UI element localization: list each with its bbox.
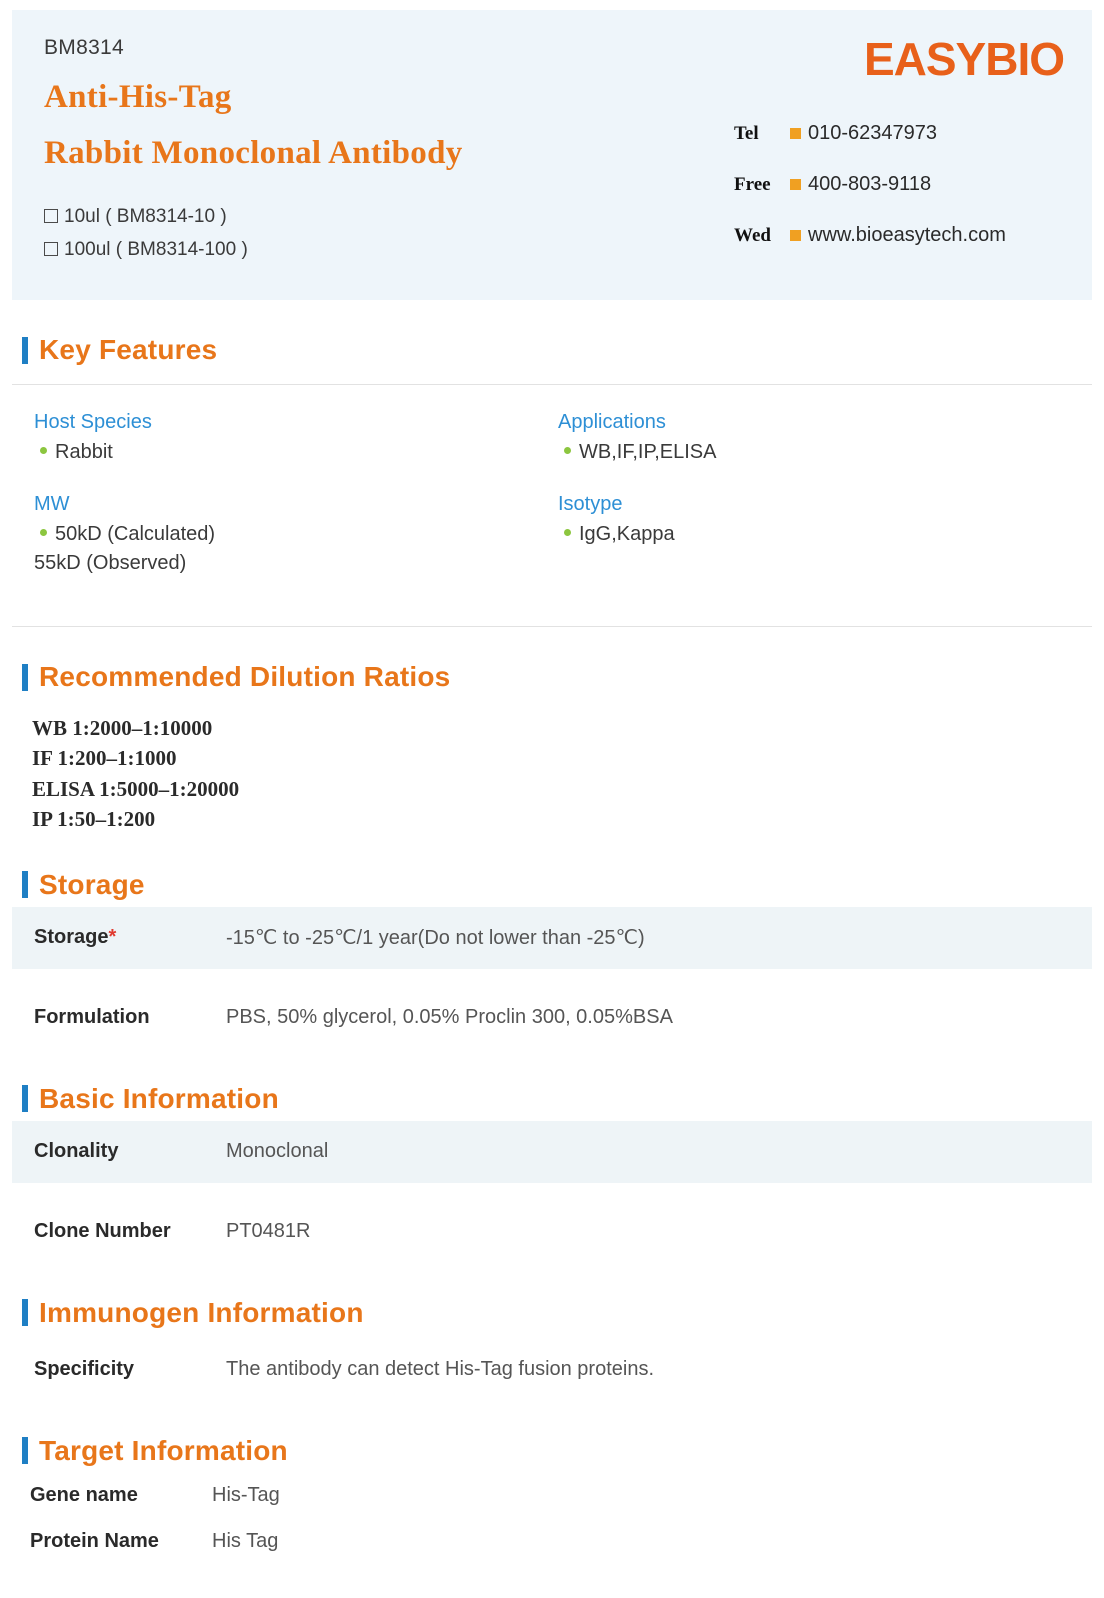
isotype-label: Isotype — [558, 493, 623, 515]
immunogen-table — [12, 1339, 1092, 1401]
checkbox-icon[interactable] — [44, 209, 58, 223]
field-mw — [34, 493, 558, 578]
storage-key-label: Storage — [34, 926, 109, 949]
isotype-text: IgG,Kappa — [579, 523, 675, 545]
contact-block — [734, 122, 1064, 275]
section-key-features — [12, 334, 1092, 366]
datasheet-page — [0, 10, 1104, 1598]
table-row — [12, 1473, 1092, 1519]
immunogen-heading — [22, 1297, 1082, 1329]
checkbox-icon[interactable] — [44, 242, 58, 256]
gene-name-value: His-Tag — [212, 1484, 280, 1507]
bullet-dot-icon — [564, 447, 571, 454]
dilution-row-if: IF 1:200–1:1000 — [32, 746, 177, 771]
bullet-square-icon — [790, 128, 801, 139]
size-option-10ul-label: 10ul ( BM8314-10 ) — [64, 205, 227, 227]
formulation-key: Formulation — [34, 1006, 150, 1029]
table-row — [12, 1121, 1092, 1183]
dilutions-heading — [22, 661, 1082, 693]
brand-logo — [863, 33, 1064, 85]
contact-free — [734, 173, 1064, 196]
bullet-square-icon — [790, 179, 801, 190]
table-row — [12, 1201, 1092, 1263]
required-asterisk: * — [108, 926, 117, 949]
section-marker-icon — [22, 871, 28, 898]
size-option-100ul-label: 100ul ( BM8314-100 ) — [64, 238, 248, 260]
contact-free-value: 400-803-9118 — [808, 173, 932, 195]
section-storage — [12, 869, 1092, 901]
host-species-label: Host Species — [34, 411, 152, 433]
mw-label: MW — [34, 493, 70, 515]
mw-value — [34, 520, 558, 549]
document-header — [12, 10, 1092, 300]
key-features-column-right — [558, 411, 1082, 604]
section-title: Key Features — [39, 334, 218, 365]
product-title-line1: Anti-His-Tag — [44, 79, 232, 115]
clone-number-value: PT0481R — [226, 1220, 311, 1243]
gene-name-key: Gene name — [30, 1484, 138, 1507]
contact-web-value[interactable]: www.bioeasytech.com — [808, 224, 1006, 246]
section-marker-icon — [22, 664, 28, 691]
section-marker-icon — [22, 1085, 28, 1112]
section-title: Storage — [39, 868, 145, 900]
product-title-line2: Rabbit Monoclonal Antibody — [44, 134, 463, 171]
divider — [12, 384, 1092, 385]
dilution-row-wb: WB 1:2000–1:10000 — [32, 716, 213, 740]
logo-text: EASYBIO — [863, 33, 1064, 85]
section-title: Immunogen Information — [39, 1296, 364, 1328]
specificity-value: The antibody can detect His-Tag fusion proteins. — [226, 1358, 655, 1381]
dilution-row-ip: IP 1:50–1:200 — [32, 807, 156, 832]
table-row — [12, 907, 1092, 969]
dilution-list — [22, 713, 1082, 835]
section-basic-information — [12, 1083, 1092, 1115]
clonality-value: Monoclonal — [226, 1140, 329, 1163]
contact-tel-label: Tel — [734, 122, 759, 144]
mw-text: 50kD (Calculated) — [55, 523, 216, 545]
section-title: Recommended Dilution Ratios — [39, 661, 451, 692]
key-features-heading — [22, 334, 1082, 366]
section-dilutions — [12, 661, 1092, 835]
section-marker-icon — [22, 1299, 28, 1326]
contact-web — [734, 224, 1064, 247]
basic-information-table — [12, 1121, 1092, 1263]
bullet-dot-icon — [40, 447, 47, 454]
target-table — [12, 1473, 1092, 1565]
table-row — [12, 987, 1092, 1049]
storage-table — [12, 907, 1092, 1049]
host-species-text: Rabbit — [55, 441, 113, 463]
formulation-value: PBS, 50% glycerol, 0.05% Proclin 300, 0.05%BSA — [226, 1006, 673, 1029]
contact-free-label: Free — [734, 173, 771, 195]
specificity-key: Specificity — [34, 1358, 135, 1381]
section-target — [12, 1435, 1092, 1467]
dilution-row-elisa: ELISA 1:5000–1:20000 — [32, 776, 240, 801]
section-immunogen — [12, 1297, 1092, 1329]
protein-name-value: His Tag — [212, 1530, 279, 1553]
bullet-dot-icon — [40, 529, 47, 536]
catalog-number: BM8314 — [44, 36, 125, 59]
storage-value: -15℃ to -25℃/1 year(Do not lower than -25℃) — [226, 927, 645, 950]
key-features-body — [12, 411, 1092, 604]
field-applications — [558, 411, 1082, 467]
clonality-key: Clonality — [34, 1140, 119, 1163]
target-heading — [22, 1435, 1082, 1467]
field-host-species — [34, 411, 558, 467]
applications-label: Applications — [558, 411, 666, 433]
basic-information-heading — [22, 1083, 1082, 1115]
contact-tel-value: 010-62347973 — [808, 122, 938, 144]
isotype-value — [558, 520, 1082, 549]
applications-text: WB,IF,IP,ELISA — [579, 441, 717, 463]
contact-tel — [734, 122, 1064, 145]
field-isotype — [558, 493, 1082, 549]
contact-web-label: Wed — [734, 224, 771, 246]
table-row — [12, 1519, 1092, 1565]
storage-heading — [22, 869, 1082, 901]
host-species-value — [34, 438, 558, 467]
bullet-dot-icon — [564, 529, 571, 536]
section-marker-icon — [22, 1437, 28, 1464]
key-features-column-left — [34, 411, 558, 604]
protein-name-key: Protein Name — [30, 1530, 159, 1553]
section-title: Target Information — [39, 1434, 288, 1466]
section-title: Basic Information — [39, 1082, 279, 1114]
table-row — [12, 1339, 1092, 1401]
storage-key — [34, 926, 226, 949]
bullet-square-icon — [790, 230, 801, 241]
applications-value — [558, 438, 1082, 467]
divider — [12, 626, 1092, 627]
mw-value-observed: 55kD (Observed) — [34, 552, 187, 574]
clone-number-key: Clone Number — [34, 1220, 171, 1243]
section-marker-icon — [22, 337, 28, 364]
